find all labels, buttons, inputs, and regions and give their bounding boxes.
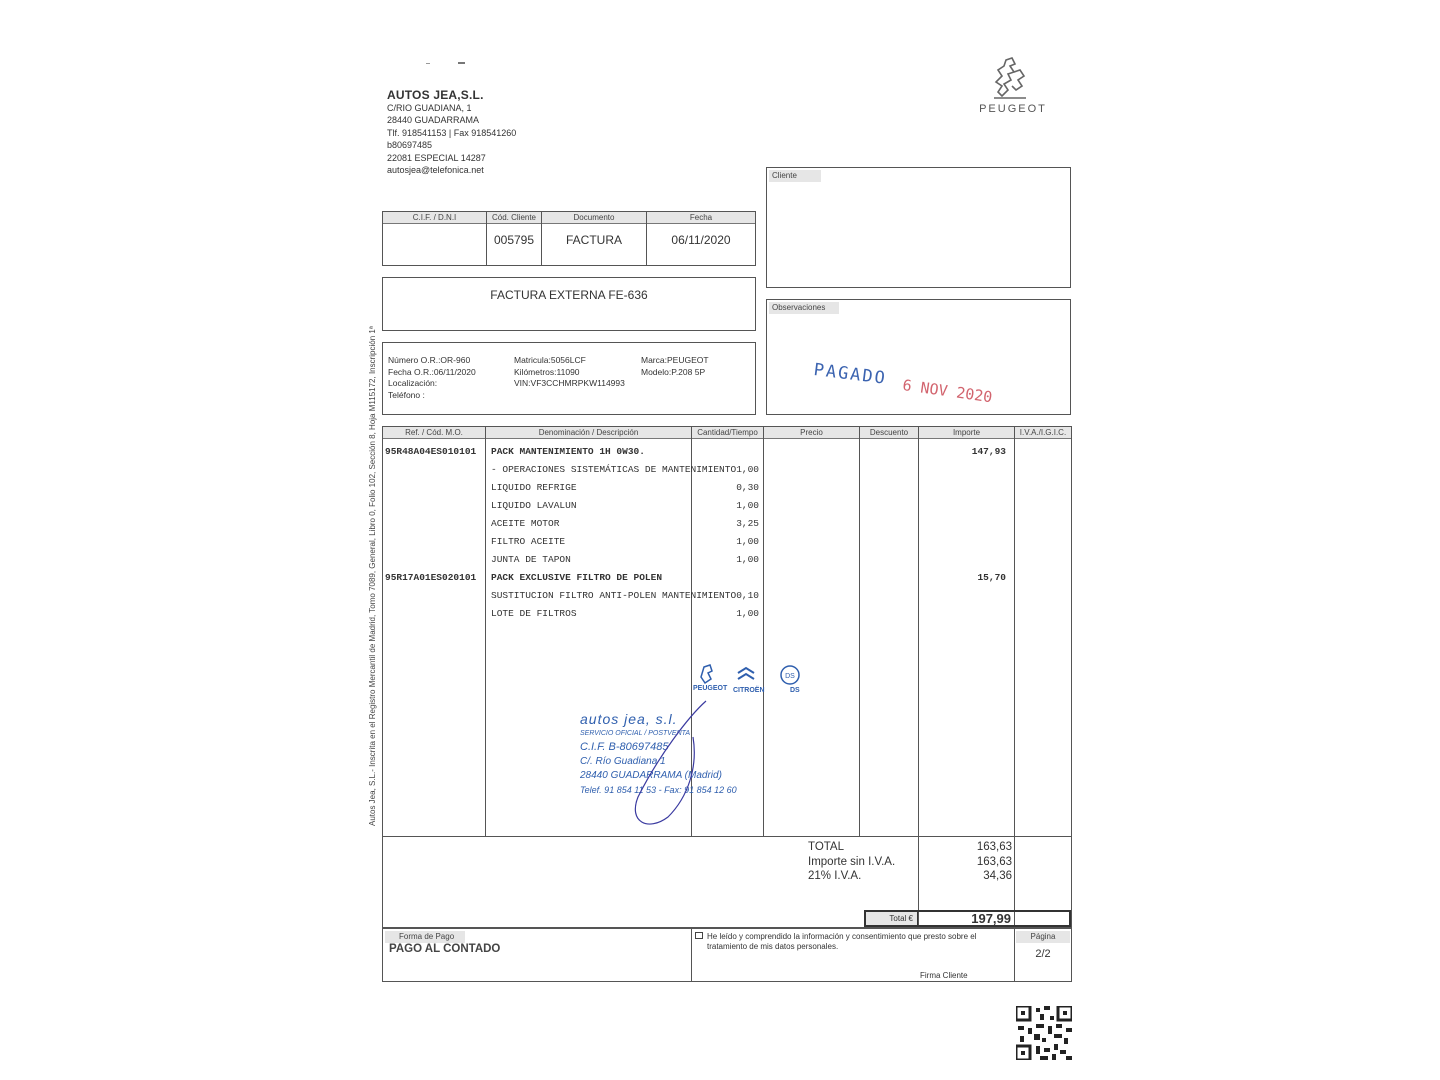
row-qty: 1,00 <box>736 464 759 475</box>
company-phone: Tlf. 918541153 | Fax 918541260 <box>387 127 517 138</box>
vehicle-box <box>382 342 756 415</box>
vin: VIN:VF3CCHMRPKW114993 <box>514 378 625 388</box>
modelo: Modelo:P.208 5P <box>641 366 706 377</box>
vehicle-col-1 <box>388 355 476 401</box>
fecha-or: Fecha O.R.:06/11/2020 <box>388 366 476 377</box>
row-qty: 3,25 <box>736 518 759 529</box>
iva-label: 21% I.V.A. <box>808 870 862 882</box>
totals-labels <box>808 840 895 884</box>
registry-text: Autos Jea, S.L.- Inscrita en el Registro Mercantil de Madrid, Tomo 7089, General, Libro 0, Folio 102, Sección 8, Hoja M115172, Inscripción 1ª <box>368 326 377 826</box>
consent-text-line: tratamiento de mis datos personales. <box>707 942 839 951</box>
scan-mark <box>426 63 430 64</box>
consent-checkbox[interactable] <box>695 932 703 939</box>
brand-name: PEUGEOT <box>979 103 1047 115</box>
row-desc: JUNTA DE TAPON <box>491 554 571 565</box>
cod-cliente-value: 005795 <box>493 233 535 247</box>
vehicle-col-3 <box>641 355 709 378</box>
row-desc: LOTE DE FILTROS <box>491 608 577 619</box>
row-importe: 147,93 <box>971 446 1006 457</box>
company-email: autosjea@telefonica.net <box>387 165 484 175</box>
vehicle-col-2 <box>514 355 625 390</box>
cliente-box <box>766 167 1071 288</box>
consent-text <box>707 932 976 952</box>
qr-code-icon <box>1016 1006 1072 1060</box>
col-desc-header: Denominación / Descripción <box>486 427 691 439</box>
pagina-value: 2/2 <box>1035 948 1051 960</box>
dealer-brand-logos-icon <box>698 663 808 689</box>
doc-header-box <box>382 211 756 266</box>
fecha-label: Fecha <box>647 212 755 224</box>
cif-label: C.I.F. / D.N.I <box>383 212 486 224</box>
totals-values <box>919 840 1012 884</box>
matricula: Matricula:5056LCF <box>514 355 586 365</box>
row-qty: 1,00 <box>736 536 759 547</box>
total-label: TOTAL <box>808 841 844 853</box>
grand-total-box <box>864 910 1071 927</box>
signature-scribble <box>618 697 708 837</box>
row-desc: SUSTITUCION FILTRO ANTI-POLEN MANTENIMIENTO <box>491 590 737 601</box>
fecha-value: 06/11/2020 <box>671 233 731 247</box>
company-info <box>387 89 516 177</box>
row-desc: FILTRO ACEITE <box>491 536 566 547</box>
row-desc: - OPERACIONES SISTEMÁTICAS DE MANTENIMIENTO <box>491 464 737 475</box>
totals-box <box>382 836 1072 928</box>
marca: Marca:PEUGEOT <box>641 355 709 365</box>
base-label: Importe sin I.V.A. <box>808 855 896 868</box>
col-importe-header: Importe <box>919 427 1014 439</box>
cliente-label: Cliente <box>769 170 821 182</box>
company-special: 22081 ESPECIAL 14287 <box>387 152 486 163</box>
col-divider <box>1014 427 1015 836</box>
dealer-name: autos jea, s.l. <box>580 711 678 727</box>
paid-stamp-date: 6 NOV 2020 <box>901 376 994 407</box>
observaciones-box <box>766 299 1071 415</box>
col-divider <box>485 427 486 836</box>
paid-stamp-text: PAGADO <box>812 360 888 389</box>
base-value: 163,63 <box>976 855 1012 868</box>
pagina-label: Página <box>1016 931 1070 943</box>
row-qty: 1,00 <box>736 500 759 511</box>
row-desc: ACEITE MOTOR <box>491 518 560 529</box>
dealer-brand-peugeot: PEUGEOT <box>693 685 728 692</box>
iva-value: 34,36 <box>983 870 1012 882</box>
total-value: 163,63 <box>976 841 1012 853</box>
col-descuento-header: Descuento <box>860 427 918 439</box>
grand-total-value: 197,99 <box>971 911 1011 926</box>
col-divider <box>859 427 860 836</box>
dealer-phone: Telef. 91 854 11 53 - Fax: 91 854 12 60 <box>580 785 737 795</box>
company-cif: b80697485 <box>387 140 433 150</box>
row-desc: PACK MANTENIMIENTO 1H 0W30. <box>491 446 645 457</box>
company-city: 28440 GUADARRAMA <box>387 115 480 125</box>
col-divider <box>691 929 692 981</box>
row-importe: 15,70 <box>977 572 1006 583</box>
peugeot-lion-logo <box>988 56 1032 102</box>
forma-pago-label: Forma de Pago <box>385 931 465 943</box>
col-ref-header: Ref. / Cód. M.O. <box>383 427 485 439</box>
kilometros: Kilómetros:11090 <box>514 366 580 377</box>
footer-box <box>382 928 1072 982</box>
row-desc: PACK EXCLUSIVE FILTRO DE POLEN <box>491 572 663 583</box>
col-divider <box>918 427 919 836</box>
forma-pago-value: PAGO AL CONTADO <box>389 943 501 955</box>
row-ref: 95R48A04ES010101 <box>385 446 477 457</box>
items-table <box>382 426 1072 837</box>
col-qty-header: Cantidad/Tiempo <box>692 427 763 439</box>
localizacion: Localización: <box>388 378 438 388</box>
col-precio-header: Precio <box>764 427 859 439</box>
dealer-stamp <box>578 673 828 847</box>
dealer-service: SERVICIO OFICIAL / POSTVENTA <box>580 730 691 737</box>
grand-total-label: Total € <box>866 912 918 925</box>
row-qty: 1,00 <box>736 554 759 565</box>
documento-value: FACTURA <box>565 233 622 247</box>
firma-label: Firma Cliente <box>920 971 968 980</box>
consent-text-line: He leído y comprendido la información y consentimiento que presto sobre el <box>707 932 977 941</box>
observaciones-label: Observaciones <box>769 302 839 314</box>
row-desc: LIQUIDO LAVALUN <box>491 500 577 511</box>
svg-text:DS: DS <box>785 673 795 680</box>
company-name: AUTOS JEA,S.L. <box>387 88 484 102</box>
numero-or: Número O.R.:OR-960 <box>388 355 471 365</box>
dealer-brand-ds: DS <box>790 687 800 694</box>
row-qty: 1,00 <box>736 608 759 619</box>
col-divider <box>1014 929 1015 981</box>
dealer-brand-citroen: CITROËN <box>733 687 765 694</box>
factura-externa: FACTURA EXTERNA FE-636 <box>490 288 648 302</box>
dealer-street: C/. Río Guadiana 1 <box>580 756 666 767</box>
scan-mark <box>458 62 465 64</box>
dealer-city: 28440 GUADARRAMA (Madrid) <box>580 770 722 781</box>
row-ref: 95R17A01ES020101 <box>385 572 477 583</box>
row-desc: LIQUIDO REFRIGE <box>491 482 577 493</box>
factura-externa-box <box>382 277 756 331</box>
telefono: Teléfono : <box>388 389 425 400</box>
documento-label: Documento <box>542 212 646 224</box>
company-address: C/RIO GUADIANA, 1 <box>387 102 472 113</box>
row-qty: 0,30 <box>736 482 759 493</box>
dealer-cif: C.I.F. B-80697485 <box>580 741 669 753</box>
col-iva-header: I.V.A./I.G.I.C. <box>1015 427 1071 439</box>
row-qty: 0,10 <box>736 590 759 601</box>
cod-cliente-label: Cód. Cliente <box>487 212 541 224</box>
